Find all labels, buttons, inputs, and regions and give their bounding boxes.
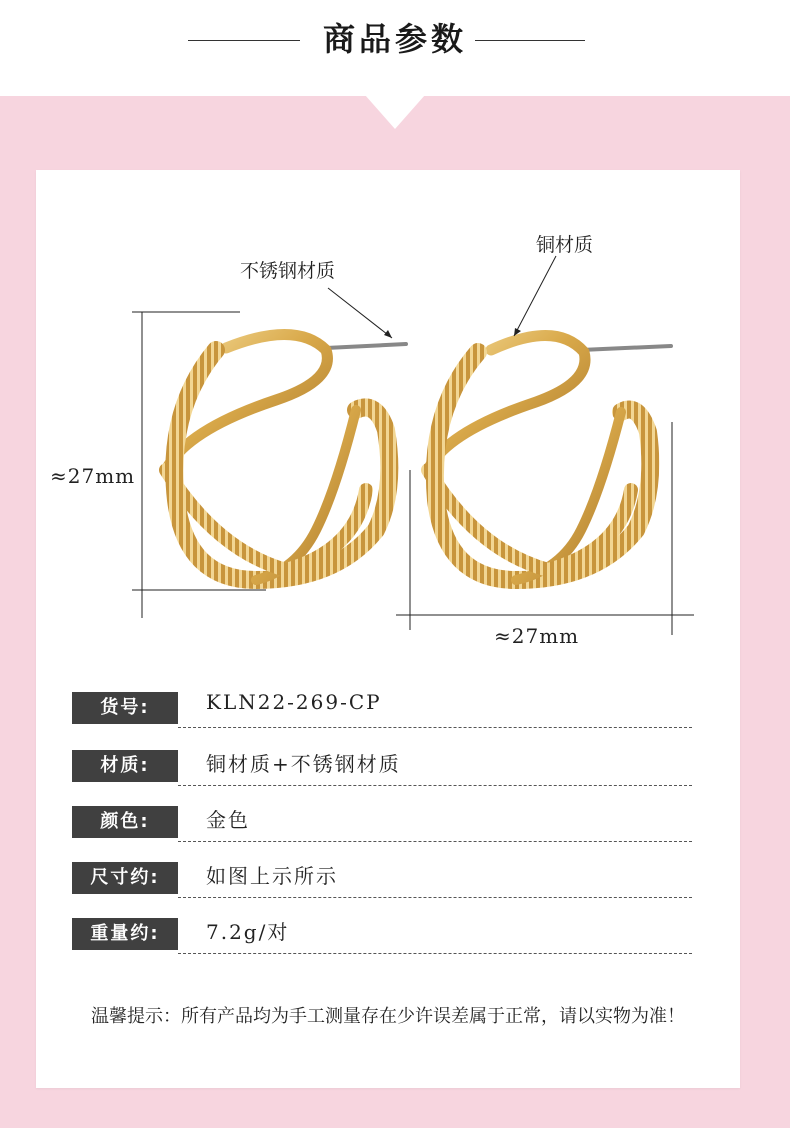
width-dimension-label: ≈27mm [494,624,580,648]
left-earring [166,334,406,580]
spec-divider [178,841,692,842]
spec-value: 7.2g/对 [206,920,290,944]
right-material-annotation: 铜材质 [536,234,594,256]
spec-row-color [72,802,692,842]
spec-label: 货号: [72,692,178,724]
spec-divider [178,953,692,954]
header-notch [365,95,425,129]
header [0,0,790,96]
spec-label: 颜色: [72,806,178,838]
right-earring [428,335,671,580]
earring-illustration [36,170,740,660]
spec-value: KLN22-269-CP [206,690,382,714]
spec-row-weight [72,914,692,954]
measurement-note: 温馨提示：所有产品均为手工测量存在少许误差属于正常，请以实物为准！ [91,1006,685,1027]
height-dimension-label: ≈27mm [50,464,136,488]
spec-row-material [72,746,692,786]
spec-label: 重量约: [72,918,178,950]
header-line-right [475,40,585,41]
spec-label: 材质: [72,750,178,782]
spec-value: 如图上示所示 [206,864,338,888]
spec-divider [178,785,692,786]
product-card [36,170,740,1088]
spec-label: 尺寸约: [72,862,178,894]
left-material-annotation: 不锈钢材质 [240,260,336,282]
spec-row-item-number [72,688,692,728]
left-annotation-leader [328,288,392,338]
right-annotation-leader [514,256,556,336]
spec-value: 铜材质+不锈钢材质 [206,752,401,776]
page-title: 商品参数 [322,20,467,58]
spec-divider [178,727,692,728]
spec-value: 金色 [206,808,250,832]
spec-row-size [72,858,692,898]
spec-divider [178,897,692,898]
